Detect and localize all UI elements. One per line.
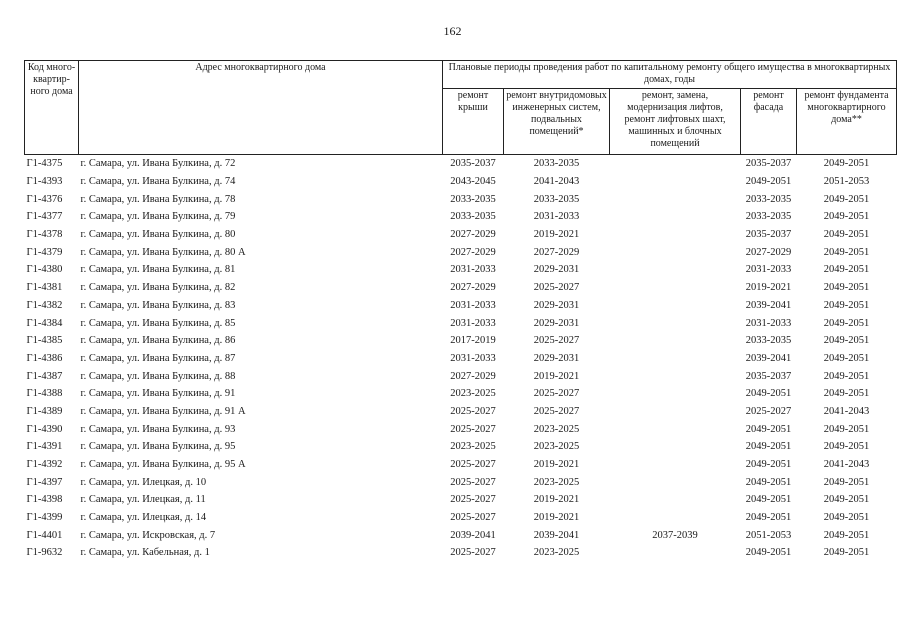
- cell-engineering: 2029-2031: [533, 317, 580, 329]
- cell-roof: 2025-2027: [450, 459, 496, 471]
- cell-engineering: 2025-2027: [533, 405, 580, 417]
- cell-address: г. Самара, ул. Ивана Булкина, д. 81: [80, 264, 236, 276]
- cell-facade: 2049-2051: [745, 423, 792, 435]
- cell-foundation: 2049-2051: [823, 547, 870, 559]
- header-elevators: ремонт, замена, модернизация лифтов, ремонт лифтовых шахт, машинных и блочных помещений: [610, 89, 741, 155]
- cell-foundation: 2049-2051: [823, 282, 870, 294]
- cell-address: г. Самара, ул. Ивана Булкина, д. 80 А: [80, 246, 246, 258]
- cell-facade: 2027-2029: [745, 246, 792, 258]
- table-row: [25, 509, 897, 527]
- cell-address: г. Самара, ул. Ивана Булкина, д. 95: [80, 441, 236, 453]
- cell-elevators: [610, 261, 741, 279]
- cell-address: г. Самара, ул. Ивана Булкина, д. 78: [80, 193, 236, 205]
- cell-foundation: 2049-2051: [823, 317, 870, 329]
- cell-roof: 2025-2027: [450, 512, 496, 524]
- cell-facade: 2035-2037: [745, 229, 792, 241]
- cell-foundation: 2049-2051: [823, 264, 870, 276]
- cell-roof: 2027-2029: [450, 282, 496, 294]
- cell-roof: 2025-2027: [450, 494, 496, 506]
- cell-elevators: [610, 456, 741, 474]
- cell-foundation: 2049-2051: [823, 476, 870, 488]
- cell-elevators: [610, 385, 741, 403]
- header-address: Адрес многоквартирного дома: [79, 61, 443, 155]
- cell-engineering: 2027-2029: [533, 246, 580, 258]
- cell-facade: 2049-2051: [745, 441, 792, 453]
- header-engineering: ремонт внутридомовых инженерных систем, подвальных помещений*: [504, 89, 610, 155]
- cell-address: г. Самара, ул. Ивана Булкина, д. 80: [80, 229, 236, 241]
- cell-elevators: [610, 243, 741, 261]
- cell-roof: 2017-2019: [450, 335, 496, 347]
- table-row: [25, 243, 897, 261]
- table-row: [25, 350, 897, 368]
- cell-engineering: 2019-2021: [533, 229, 580, 241]
- cell-elevators: [610, 438, 741, 456]
- cell-elevators: [610, 226, 741, 244]
- cell-address: г. Самара, ул. Ивана Булкина, д. 85: [80, 317, 236, 329]
- cell-address: г. Самара, ул. Ивана Булкина, д. 79: [80, 211, 236, 223]
- cell-facade: 2031-2033: [745, 264, 792, 276]
- cell-address: г. Самара, ул. Ивана Булкина, д. 83: [80, 299, 236, 311]
- table-row: [25, 438, 897, 456]
- cell-address: г. Самара, ул. Ивана Булкина, д. 95 А: [80, 459, 246, 471]
- cell-elevators: [610, 208, 741, 226]
- cell-address: г. Самара, ул. Ивана Булкина, д. 93: [80, 423, 236, 435]
- cell-engineering: 2025-2027: [533, 335, 580, 347]
- cell-engineering: 2023-2025: [533, 423, 580, 435]
- cell-foundation: 2049-2051: [823, 494, 870, 506]
- cell-code: Г1-4385: [26, 335, 63, 347]
- cell-code: Г1-4398: [26, 494, 63, 506]
- cell-code: Г1-4377: [26, 211, 63, 223]
- cell-address: г. Самара, ул. Ивана Булкина, д. 72: [80, 158, 236, 170]
- cell-roof: 2039-2041: [450, 529, 496, 541]
- table-row: [25, 456, 897, 474]
- cell-foundation: 2049-2051: [823, 158, 870, 170]
- table-row: [25, 261, 897, 279]
- cell-facade: 2051-2053: [745, 529, 792, 541]
- table-row: [25, 190, 897, 208]
- table-row: [25, 155, 897, 173]
- cell-roof: 2027-2029: [450, 229, 496, 241]
- cell-foundation: 2049-2051: [823, 193, 870, 205]
- cell-address: г. Самара, ул. Кабельная, д. 1: [80, 547, 210, 559]
- cell-engineering: 2019-2021: [533, 370, 580, 382]
- cell-facade: 2035-2037: [745, 158, 792, 170]
- cell-code: Г1-4401: [26, 529, 63, 541]
- table-row: [25, 297, 897, 315]
- cell-facade: 2039-2041: [745, 352, 792, 364]
- table-row: [25, 385, 897, 403]
- cell-roof: 2033-2035: [450, 211, 496, 223]
- table-row: [25, 420, 897, 438]
- cell-code: Г1-4375: [26, 158, 63, 170]
- cell-address: г. Самара, ул. Искровская, д. 7: [80, 529, 216, 541]
- cell-facade: 2039-2041: [745, 299, 792, 311]
- cell-facade: 2033-2035: [745, 211, 792, 223]
- cell-roof: 2025-2027: [450, 547, 496, 559]
- cell-code: Г1-4389: [26, 405, 63, 417]
- table-row: [25, 314, 897, 332]
- cell-engineering: 2029-2031: [533, 299, 580, 311]
- cell-foundation: 2049-2051: [823, 388, 870, 400]
- cell-engineering: 2019-2021: [533, 494, 580, 506]
- cell-foundation: 2049-2051: [823, 352, 870, 364]
- cell-elevators: [610, 279, 741, 297]
- header-roof: ремонт крыши: [443, 89, 504, 155]
- cell-engineering: 2033-2035: [533, 193, 580, 205]
- cell-address: г. Самара, ул. Ивана Булкина, д. 74: [80, 176, 236, 188]
- cell-elevators: [610, 509, 741, 527]
- cell-engineering: 2023-2025: [533, 441, 580, 453]
- cell-code: Г1-4386: [26, 352, 63, 364]
- cell-elevators: [610, 314, 741, 332]
- cell-engineering: 2025-2027: [533, 282, 580, 294]
- cell-code: Г1-4388: [26, 388, 63, 400]
- cell-foundation: 2049-2051: [823, 299, 870, 311]
- cell-engineering: 2039-2041: [533, 529, 580, 541]
- cell-facade: 2035-2037: [745, 370, 792, 382]
- cell-elevators: [610, 420, 741, 438]
- cell-foundation: 2051-2053: [823, 176, 870, 188]
- cell-address: г. Самара, ул. Илецкая, д. 10: [80, 476, 207, 488]
- cell-elevators: 2037-2039: [652, 529, 698, 541]
- cell-address: г. Самара, ул. Ивана Булкина, д. 88: [80, 370, 236, 382]
- header-periods-group: Плановые периоды проведения работ по капитальному ремонту общего имущества в многоквартирных домах, годы: [443, 61, 897, 89]
- cell-address: г. Самара, ул. Ивана Булкина, д. 82: [80, 282, 236, 294]
- cell-engineering: 2019-2021: [533, 459, 580, 471]
- cell-code: Г1-4392: [26, 459, 63, 471]
- cell-roof: 2043-2045: [450, 176, 496, 188]
- cell-facade: 2033-2035: [745, 193, 792, 205]
- table-row: [25, 279, 897, 297]
- cell-engineering: 2031-2033: [533, 211, 580, 223]
- cell-engineering: 2029-2031: [533, 352, 580, 364]
- cell-code: Г1-4379: [26, 246, 63, 258]
- page-number: 162: [443, 24, 462, 38]
- cell-engineering: 2023-2025: [533, 547, 580, 559]
- table-row: [25, 226, 897, 244]
- header-code: Код много-квартир-ного дома: [25, 61, 79, 155]
- cell-foundation: 2049-2051: [823, 211, 870, 223]
- table-row: [25, 491, 897, 509]
- cell-foundation: 2049-2051: [823, 246, 870, 258]
- cell-address: г. Самара, ул. Ивана Булкина, д. 91 А: [80, 405, 246, 417]
- capital-repair-table: [24, 60, 897, 562]
- cell-foundation: 2041-2043: [823, 459, 870, 471]
- cell-engineering: 2025-2027: [533, 388, 580, 400]
- cell-facade: 2049-2051: [745, 388, 792, 400]
- cell-code: Г1-4387: [26, 370, 63, 382]
- cell-facade: 2049-2051: [745, 476, 792, 488]
- cell-address: г. Самара, ул. Илецкая, д. 14: [80, 512, 207, 524]
- cell-facade: 2049-2051: [745, 176, 792, 188]
- header-foundation: ремонт фундамента многоквартирного дома**: [797, 89, 897, 155]
- cell-elevators: [610, 491, 741, 509]
- cell-facade: 2049-2051: [745, 494, 792, 506]
- cell-roof: 2027-2029: [450, 246, 496, 258]
- cell-elevators: [610, 190, 741, 208]
- cell-roof: 2023-2025: [450, 441, 496, 453]
- cell-code: Г1-4378: [26, 229, 63, 241]
- cell-foundation: 2049-2051: [823, 229, 870, 241]
- cell-code: Г1-9632: [26, 547, 63, 559]
- cell-elevators: [610, 473, 741, 491]
- cell-roof: 2031-2033: [450, 264, 496, 276]
- cell-foundation: 2049-2051: [823, 512, 870, 524]
- cell-elevators: [610, 544, 741, 562]
- cell-engineering: 2033-2035: [533, 158, 580, 170]
- cell-foundation: 2049-2051: [823, 335, 870, 347]
- table-row: [25, 332, 897, 350]
- table-row: [25, 403, 897, 421]
- cell-code: Г1-4384: [26, 317, 63, 329]
- cell-code: Г1-4399: [26, 512, 63, 524]
- cell-roof: 2025-2027: [450, 405, 496, 417]
- cell-elevators: [610, 403, 741, 421]
- cell-facade: 2031-2033: [745, 317, 792, 329]
- cell-engineering: 2029-2031: [533, 264, 580, 276]
- cell-engineering: 2023-2025: [533, 476, 580, 488]
- cell-facade: 2019-2021: [745, 282, 792, 294]
- cell-elevators: [610, 332, 741, 350]
- cell-address: г. Самара, ул. Ивана Булкина, д. 87: [80, 352, 236, 364]
- cell-elevators: [610, 367, 741, 385]
- table-row: [25, 367, 897, 385]
- table-row: [25, 473, 897, 491]
- cell-roof: 2033-2035: [450, 193, 496, 205]
- cell-code: Г1-4380: [26, 264, 63, 276]
- cell-facade: 2049-2051: [745, 512, 792, 524]
- cell-foundation: 2049-2051: [823, 441, 870, 453]
- cell-roof: 2025-2027: [450, 476, 496, 488]
- cell-address: г. Самара, ул. Ивана Булкина, д. 91: [80, 388, 236, 400]
- cell-address: г. Самара, ул. Илецкая, д. 11: [80, 494, 206, 506]
- cell-facade: 2049-2051: [745, 547, 792, 559]
- cell-roof: 2031-2033: [450, 352, 496, 364]
- cell-code: Г1-4376: [26, 193, 63, 205]
- header-facade: ремонт фасада: [741, 89, 797, 155]
- cell-elevators: [610, 297, 741, 315]
- cell-facade: 2033-2035: [745, 335, 792, 347]
- cell-code: Г1-4397: [26, 476, 63, 488]
- cell-roof: 2027-2029: [450, 370, 496, 382]
- cell-engineering: 2041-2043: [533, 176, 580, 188]
- cell-roof: 2025-2027: [450, 423, 496, 435]
- cell-facade: 2049-2051: [745, 459, 792, 471]
- table-row: [25, 173, 897, 191]
- cell-roof: 2023-2025: [450, 388, 496, 400]
- cell-foundation: 2049-2051: [823, 370, 870, 382]
- cell-roof: 2031-2033: [450, 317, 496, 329]
- cell-elevators: [610, 350, 741, 368]
- cell-roof: 2035-2037: [450, 158, 496, 170]
- cell-code: Г1-4381: [26, 282, 63, 294]
- table-row: [25, 544, 897, 562]
- cell-code: Г1-4390: [26, 423, 63, 435]
- cell-code: Г1-4382: [26, 299, 63, 311]
- cell-facade: 2025-2027: [745, 405, 792, 417]
- table-row: [25, 526, 897, 544]
- cell-code: Г1-4391: [26, 441, 63, 453]
- cell-address: г. Самара, ул. Ивана Булкина, д. 86: [80, 335, 236, 347]
- table-row: [25, 208, 897, 226]
- cell-foundation: 2041-2043: [823, 405, 870, 417]
- cell-code: Г1-4393: [26, 176, 63, 188]
- cell-foundation: 2049-2051: [823, 423, 870, 435]
- cell-engineering: 2019-2021: [533, 512, 580, 524]
- cell-elevators: [610, 173, 741, 191]
- cell-roof: 2031-2033: [450, 299, 496, 311]
- cell-foundation: 2049-2051: [823, 529, 870, 541]
- table-body: [25, 155, 897, 562]
- cell-elevators: [610, 155, 741, 173]
